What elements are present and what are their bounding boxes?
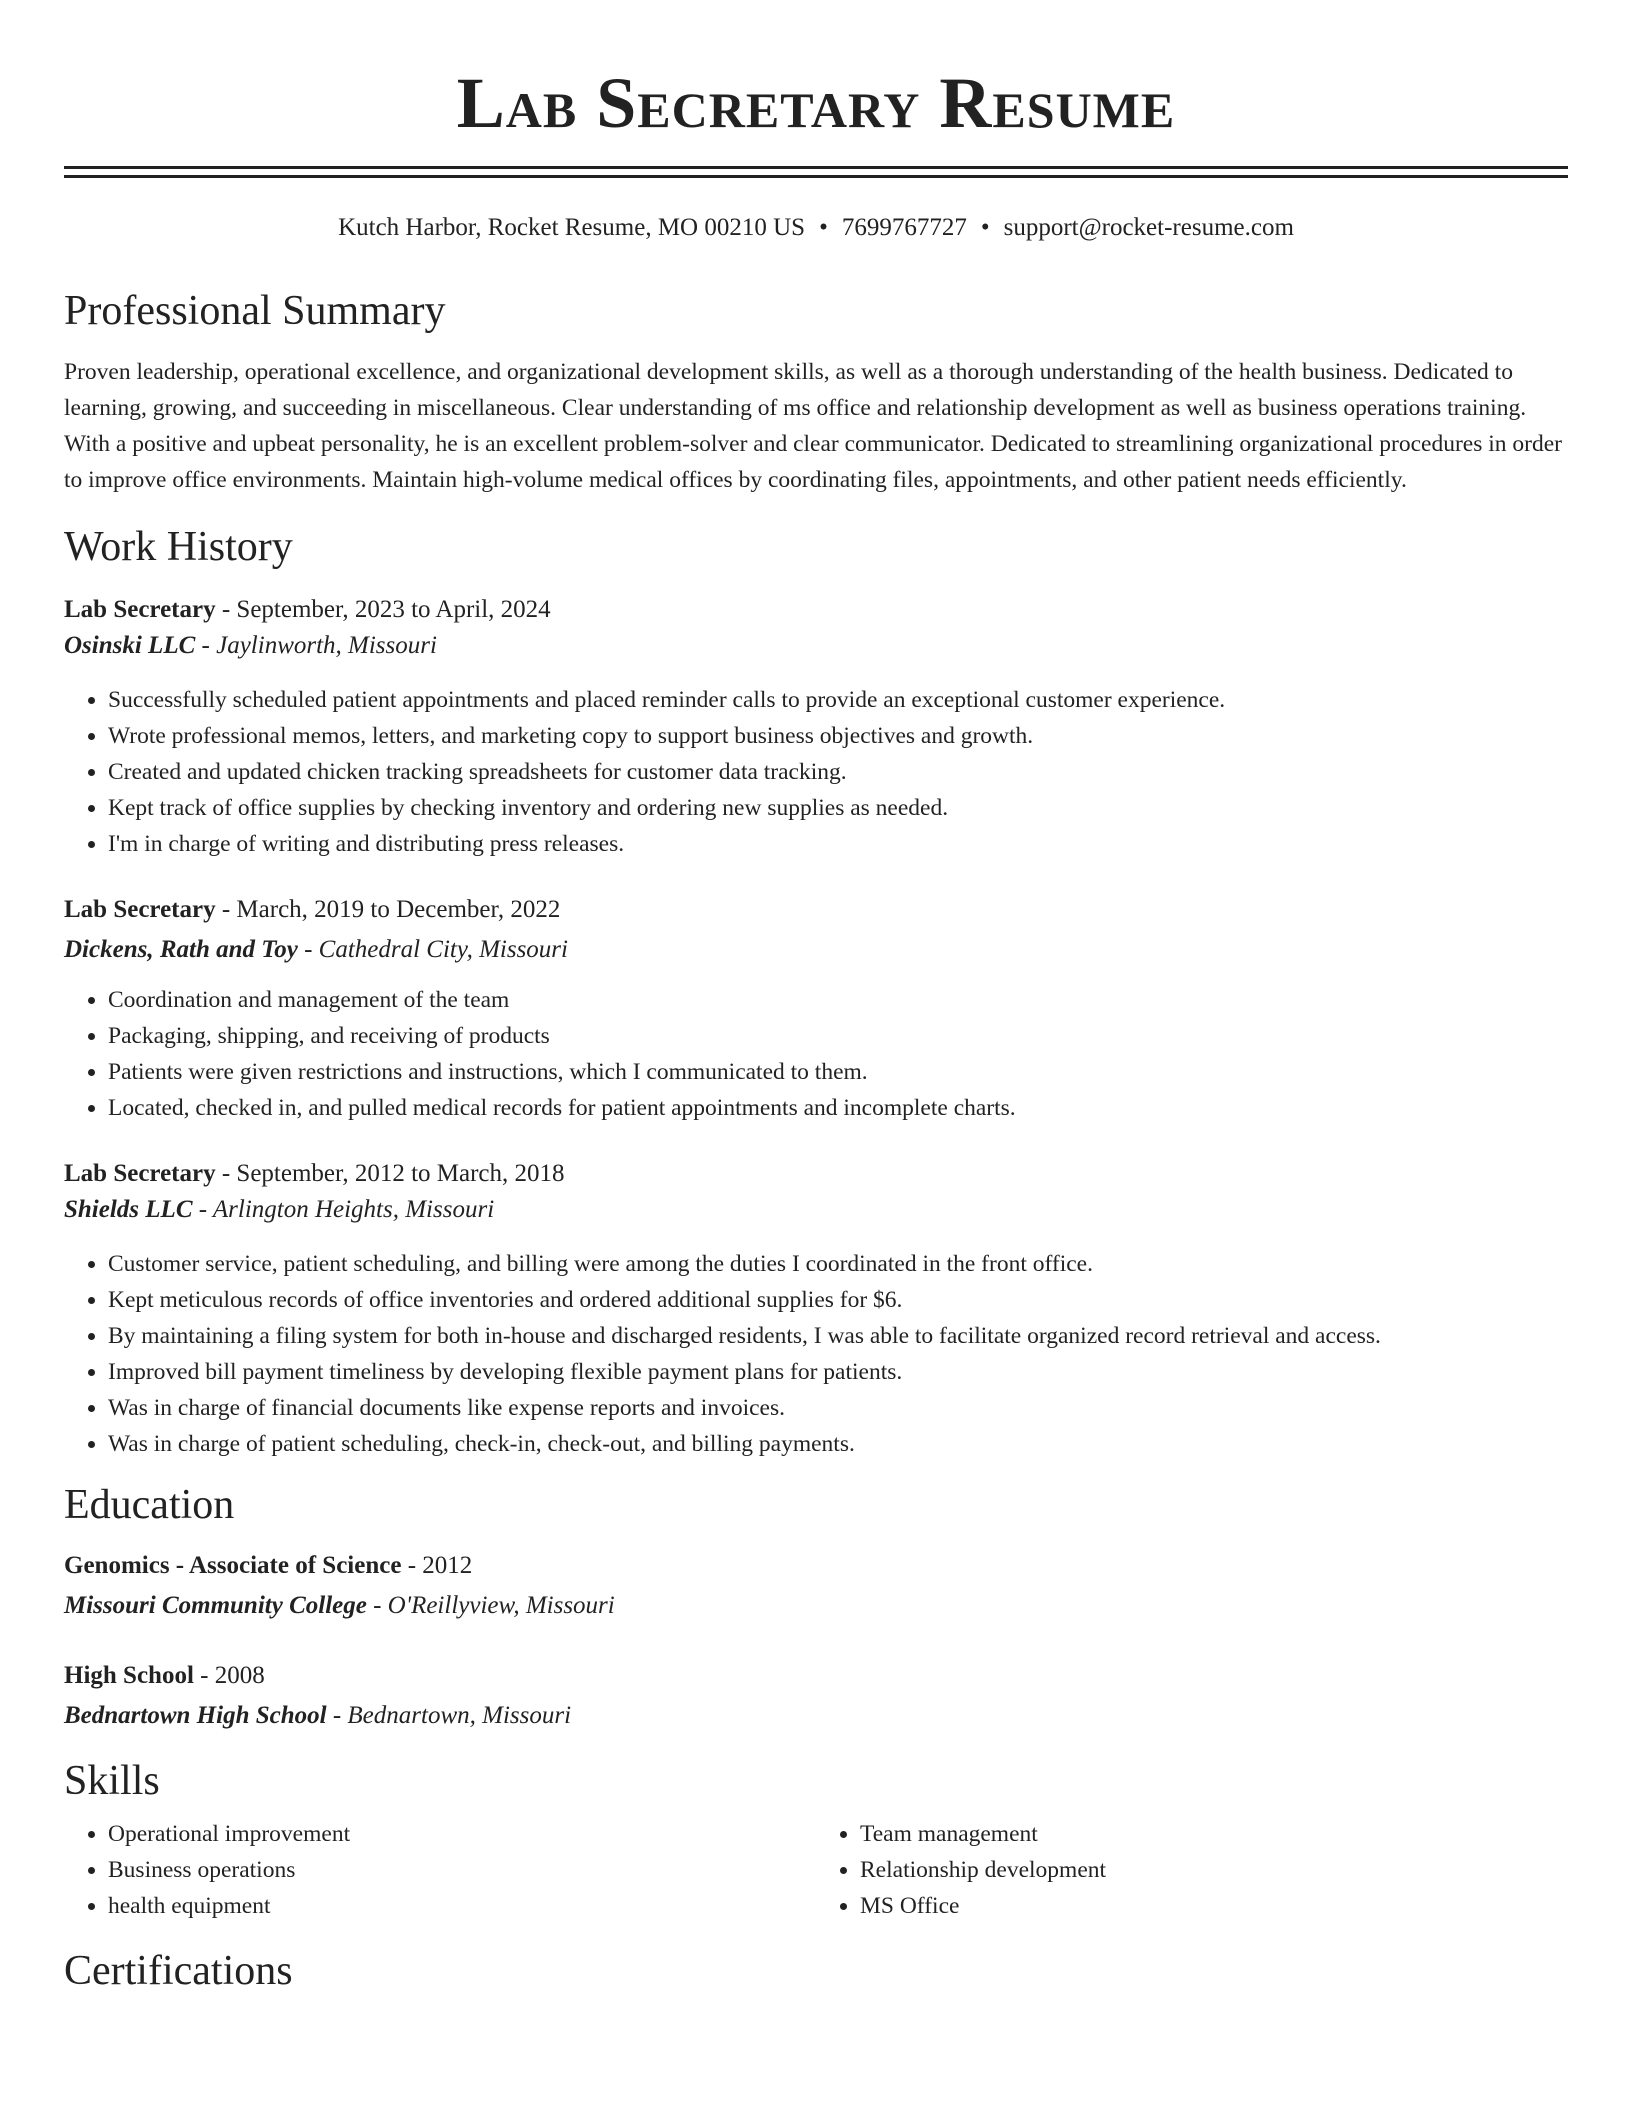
education-school: Bednartown High School bbox=[64, 1702, 327, 1729]
education-entry bbox=[64, 1658, 1568, 1734]
list-item: • By maintaining a filing system for both in-house and discharged residents, I was able to facilitate organized record retrieval and access. bbox=[108, 1318, 1568, 1354]
skill-item: • Team management bbox=[860, 1816, 1568, 1852]
job-title-line bbox=[64, 1156, 1568, 1192]
job-duties-list bbox=[64, 1246, 1568, 1462]
job-company: Shields LLC bbox=[64, 1196, 193, 1223]
skill-item: • Business operations bbox=[108, 1852, 816, 1888]
education-degree-line bbox=[64, 1548, 1568, 1584]
list-item: • Kept track of office supplies by checking inventory and ordering new supplies as needed. bbox=[108, 790, 1568, 826]
job-duties-list bbox=[64, 982, 1568, 1126]
work-history-heading: Work History bbox=[64, 524, 293, 570]
education-degree: Genomics - Associate of Science bbox=[64, 1552, 402, 1579]
skills-columns bbox=[64, 1816, 1568, 1924]
job-duties-list bbox=[64, 682, 1568, 862]
job-role: Lab Secretary bbox=[64, 1160, 216, 1187]
list-item: • Located, checked in, and pulled medical records for patient appointments and incomplete charts. bbox=[108, 1090, 1568, 1126]
list-item: • Wrote professional memos, letters, and marketing copy to support business objectives and growth. bbox=[108, 718, 1568, 754]
education-degree-line bbox=[64, 1658, 1568, 1694]
education-year: - 2012 bbox=[401, 1552, 473, 1579]
list-item: • Kept meticulous records of office inventories and ordered additional supplies for $6. bbox=[108, 1282, 1568, 1318]
skills-list-right bbox=[816, 1816, 1568, 1924]
job-company: Osinski LLC bbox=[64, 632, 196, 659]
job-dates: - September, 2023 to April, 2024 bbox=[215, 596, 551, 623]
resume-title: Lab Secretary Resume bbox=[456, 63, 1176, 143]
education-school: Missouri Community College bbox=[64, 1592, 367, 1619]
job-company: Dickens, Rath and Toy bbox=[64, 936, 298, 963]
skills-heading: Skills bbox=[64, 1758, 160, 1804]
list-item: • Customer service, patient scheduling, and billing were among the duties I coordinated in the front office. bbox=[108, 1246, 1568, 1282]
summary-heading: Professional Summary bbox=[64, 288, 446, 334]
education-location: - Bednartown, Missouri bbox=[326, 1702, 572, 1729]
job-title-line bbox=[64, 592, 1568, 628]
job-dates: - September, 2012 to March, 2018 bbox=[215, 1160, 565, 1187]
skill-item: • Operational improvement bbox=[108, 1816, 816, 1852]
job-location: - Arlington Heights, Missouri bbox=[192, 1196, 495, 1223]
education-heading: Education bbox=[64, 1482, 235, 1528]
skills-list-left bbox=[64, 1816, 816, 1924]
job-dates: - March, 2019 to December, 2022 bbox=[215, 896, 561, 923]
contact-separator: • bbox=[980, 214, 990, 241]
contact-address: Kutch Harbor, Rocket Resume, MO 00210 US bbox=[338, 214, 806, 241]
list-item: • Patients were given restrictions and instructions, which I communicated to them. bbox=[108, 1054, 1568, 1090]
certifications-heading: Certifications bbox=[64, 1948, 293, 1994]
list-item: • Was in charge of patient scheduling, check-in, check-out, and billing payments. bbox=[108, 1426, 1568, 1462]
job-company-line bbox=[64, 1192, 1568, 1228]
job-entry bbox=[64, 892, 1568, 1126]
job-location: - Cathedral City, Missouri bbox=[297, 936, 568, 963]
job-title-line bbox=[64, 892, 1568, 928]
title-divider-top bbox=[64, 166, 1568, 169]
list-item: • Was in charge of financial documents like expense reports and invoices. bbox=[108, 1390, 1568, 1426]
job-role: Lab Secretary bbox=[64, 896, 216, 923]
summary-text: Proven leadership, operational excellence, and organizational development skills, as well as a thorough understanding of the health business. Dedicated to learning, growing, and succeeding in miscellaneous. Clear understanding of ms office and relationship development as well as business operations training. With a positive and upbeat personality, he is an excellent problem-solver and clear communicator. Dedicated to streamlining organizational procedures in order to improve office environments. Maintain high-volume medical offices by coordinating files, appointments, and other patient needs efficiently. bbox=[64, 359, 1562, 493]
contact-phone: 7699767727 bbox=[841, 214, 967, 241]
job-location: - Jaylinworth, Missouri bbox=[195, 632, 437, 659]
education-school-line bbox=[64, 1698, 1568, 1734]
contact-line bbox=[64, 212, 1568, 244]
skill-item: • Relationship development bbox=[860, 1852, 1568, 1888]
list-item: • Created and updated chicken tracking spreadsheets for customer data tracking. bbox=[108, 754, 1568, 790]
list-item: • Packaging, shipping, and receiving of products bbox=[108, 1018, 1568, 1054]
title-divider-bottom bbox=[64, 175, 1568, 178]
education-entry bbox=[64, 1548, 1568, 1624]
job-company-line bbox=[64, 932, 1568, 968]
list-item: • Successfully scheduled patient appointments and placed reminder calls to provide an exceptional customer experience. bbox=[108, 682, 1568, 718]
list-item: • I'm in charge of writing and distributing press releases. bbox=[108, 826, 1568, 862]
contact-email: support@rocket-resume.com bbox=[1003, 214, 1294, 241]
contact-separator: • bbox=[819, 214, 828, 241]
education-school-line bbox=[64, 1588, 1568, 1624]
list-item: • Coordination and management of the team bbox=[108, 982, 1568, 1018]
education-degree: High School bbox=[64, 1662, 194, 1689]
education-location: - O'Reillyview, Missouri bbox=[366, 1592, 615, 1619]
skill-item: • health equipment bbox=[108, 1888, 816, 1924]
job-entry bbox=[64, 592, 1568, 862]
list-item: • Improved bill payment timeliness by developing flexible payment plans for patients. bbox=[108, 1354, 1568, 1390]
skill-item: • MS Office bbox=[860, 1888, 1568, 1924]
education-year: - 2008 bbox=[193, 1662, 265, 1689]
job-entry bbox=[64, 1156, 1568, 1462]
job-company-line bbox=[64, 628, 1568, 664]
job-role: Lab Secretary bbox=[64, 596, 216, 623]
